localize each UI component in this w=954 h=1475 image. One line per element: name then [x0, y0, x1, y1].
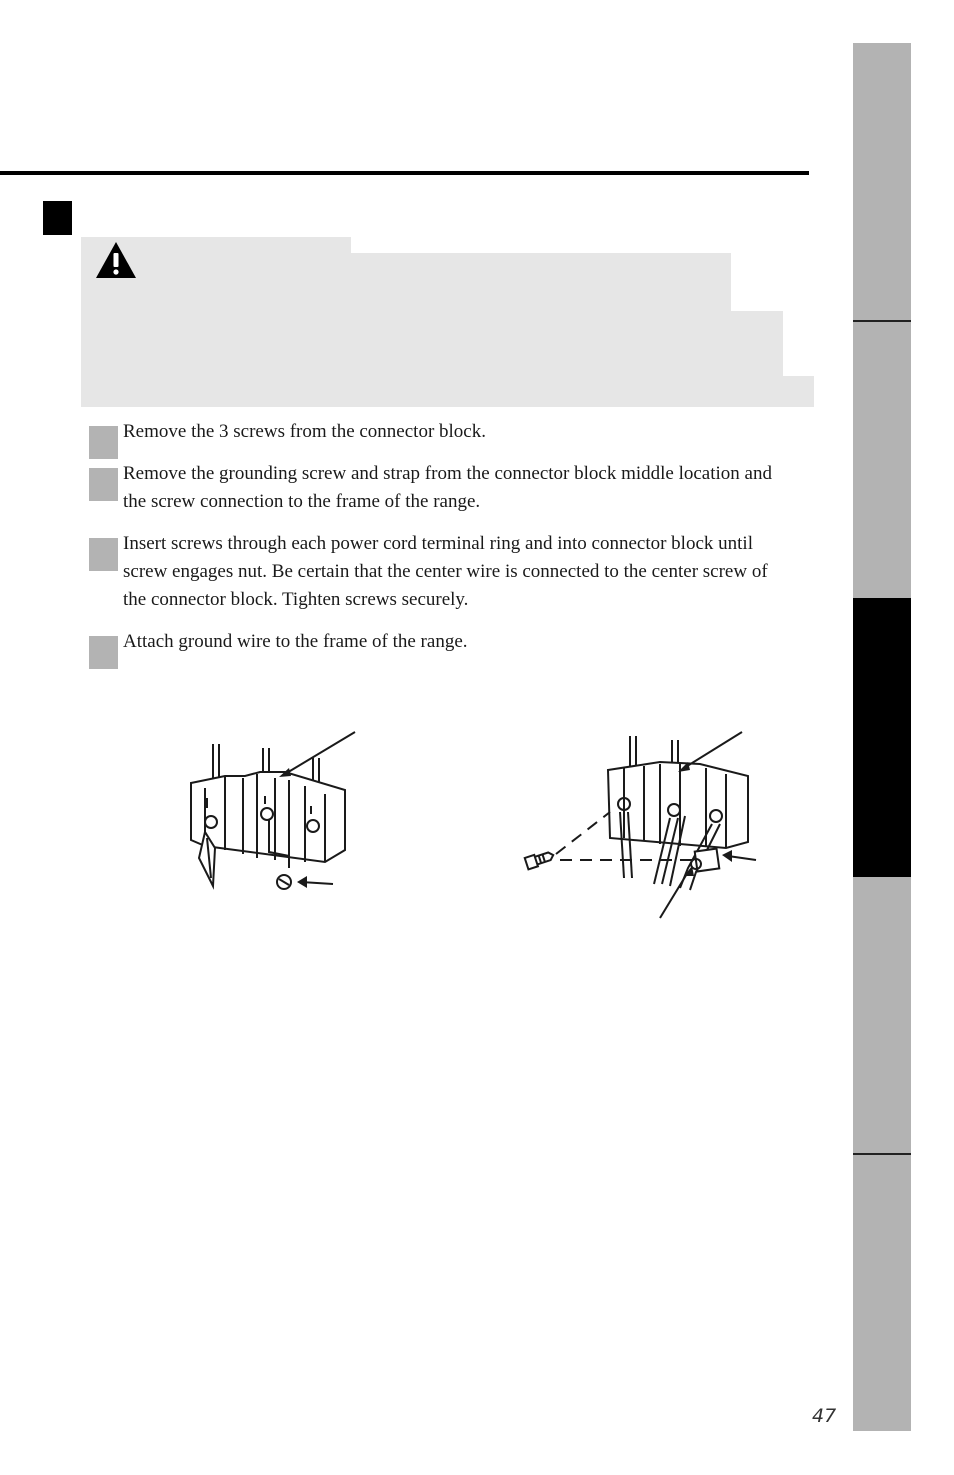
- side-tab-3-active[interactable]: [853, 598, 911, 877]
- step-2-text: Remove the grounding screw and strap from the connector block middle location and the screw connection to the frame of the range.: [123, 463, 772, 512]
- warning-panel-part: [81, 376, 814, 407]
- connector-block-illustration-1: [185, 728, 365, 898]
- step-3-text: Insert screws through each power cord terminal ring and into connector block until screw engages nut. Be certain that the center wire is connected to the center screw of the connector block. Tighten screws securely.: [123, 533, 768, 610]
- page-number: 47: [812, 1405, 837, 1427]
- side-tab-5[interactable]: [853, 1155, 911, 1431]
- section-marker: [43, 201, 72, 235]
- step-4-text: Attach ground wire to the frame of the range.: [123, 631, 468, 652]
- warning-triangle-icon: [94, 240, 138, 280]
- step-marker-4: [89, 636, 118, 669]
- step-marker-1: [89, 426, 118, 459]
- side-tab-4[interactable]: [853, 877, 911, 1153]
- side-tab-1[interactable]: [853, 43, 911, 320]
- step-marker-3: [89, 538, 118, 571]
- step-marker-2: [89, 468, 118, 501]
- side-tab-2[interactable]: [853, 322, 911, 598]
- connector-block-illustration-2: [520, 728, 760, 923]
- top-rule: [0, 171, 809, 175]
- step-1-text: Remove the 3 screws from the connector block.: [123, 421, 486, 442]
